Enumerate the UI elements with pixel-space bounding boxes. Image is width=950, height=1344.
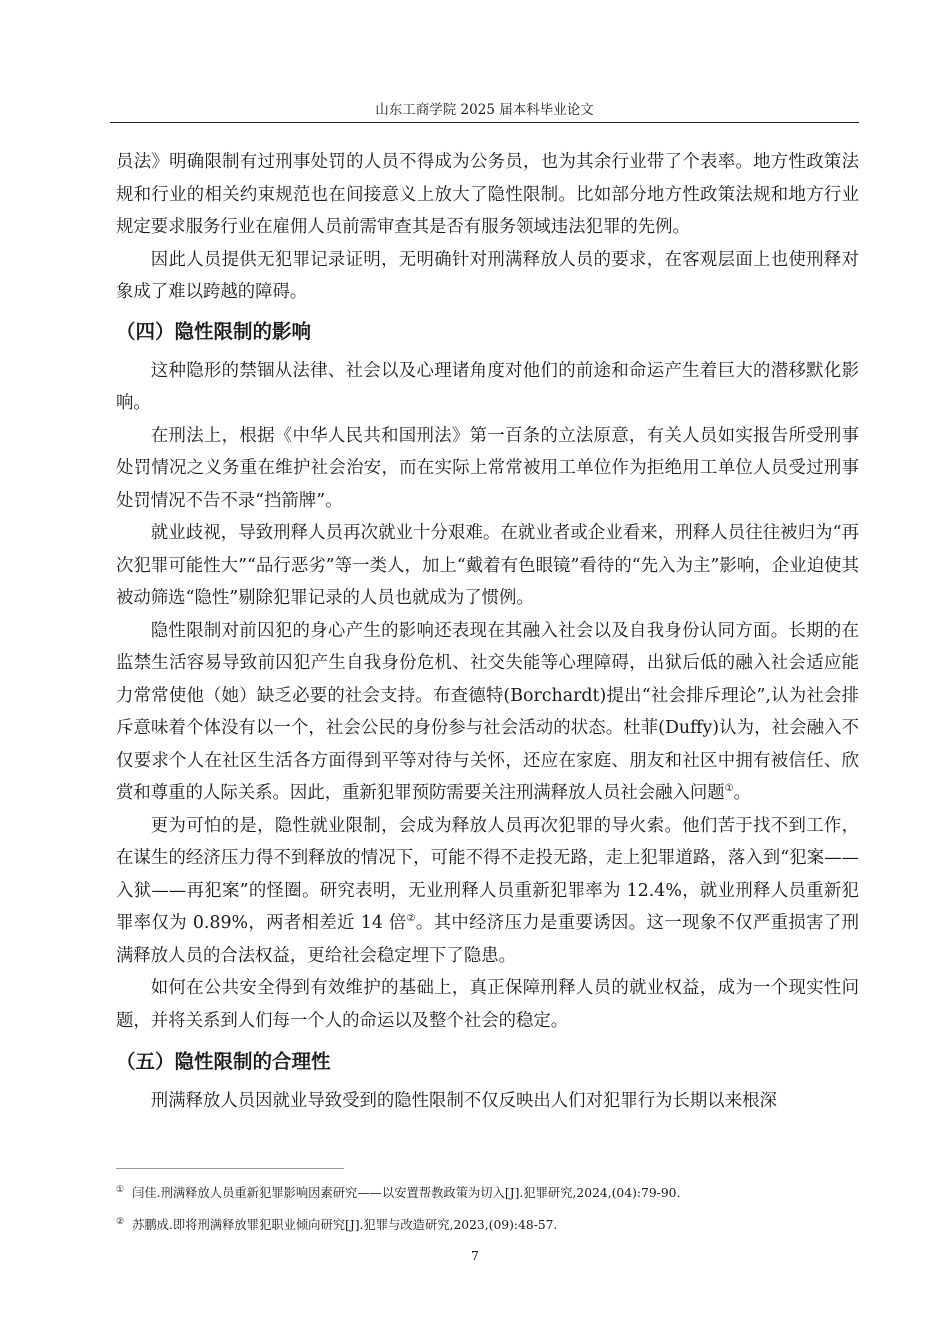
body-text [116,146,859,1118]
paragraph: 如何在公共安全得到有效维护的基础上，真正保障刑释人员的就业权益，成为一个现实性问题，并将关系到人们每一个人的命运以及整个社会的稳定。 [116,978,859,1031]
header-rule [110,122,859,123]
paragraph-text-end: 。其中经济压力是重要诱因。这一现象不仅严重损害了刑满释放人员的合法权益，更给社会稳定埋下了隐患。 [116,913,860,966]
footnote-rule [116,1168,344,1169]
footnote-mark: ① [116,1185,125,1195]
footnote [116,1180,859,1203]
paragraph-text: 隐性限制对前囚犯的身心产生的影响还表现在其融入社会以及自我身份认同方面。长期的在监禁生活容易导致前囚犯产生自我身份危机、社交失能等心理障碍，出狱后低的融入社会适应能力常常使他（她）缺乏必要的社会支持。布查德特(Borchardt)提出“社会排斥理论”,认为社会排斥意味着个体没有以一个，社会公民的身份参与社会活动的状态。杜菲(Duffy)认为，社会融入不仅要求个人在社区生活各方面得到平等对待与关怀，还应在家庭、朋友和社区中拥有被信任、欣赏和尊重的人际关系。因此，重新犯罪预防需要关注刑满释放人员社会融入问题 [116,620,859,803]
running-header: 山东工商学院 2025 届本科毕业论文 [375,102,594,118]
paragraph: 这种隐形的禁锢从法律、社会以及心理诸角度对他们的前途和命运产生着巨大的潜移默化影响。 [116,360,859,413]
paragraph: 就业歧视，导致刑释人员再次就业十分艰难。在就业者或企业看来，刑释人员往往被归为“再次犯罪可能性大”“品行恶劣”等一类人，加上“戴着有色眼镜”看待的“先入为主”影响，企业迫使其被动筛选“隐性”剔除犯罪记录的人员也就成为了惯例。 [116,523,859,608]
footnote-text: 闫佳.刑满释放人员重新犯罪影响因素研究——以安置帮教政策为切入[J].犯罪研究,2024,(04):79-90. [132,1186,681,1201]
footnote-ref-2[interactable]: ② [406,913,416,925]
paragraph: 因此人员提供无犯罪记录证明，无明确针对刑满释放人员的要求，在客观层面上也使刑释对象成了难以跨越的障碍。 [116,249,859,302]
paragraph: 刑满释放人员因就业导致受到的隐性限制不仅反映出人们对犯罪行为长期以来根深 [150,1091,777,1111]
section-heading-4: （四）隐性限制的影响 [116,319,312,343]
paragraph-with-footnote [116,615,859,810]
footnote-text: 苏鹏成.即将刑满释放罪犯职业倾向研究[J].犯罪与改造研究,2023,(09):48-57. [132,1218,558,1233]
paragraph: 在刑法上，根据《中华人民共和国刑法》第一百条的立法原意，有关人员如实报告所受刑事处罚情况之义务重在维护社会治安，而在实际上常常被用工单位作为拒绝用工单位人员受过刑事处罚情况不告不录“挡箭牌”。 [116,425,859,511]
paragraph-continued: 员法》明确限制有过刑事处罚的人员不得成为公务员，也为其余行业带了个表率。地方性政策法规和行业的相关约束规范也在间接意义上放大了隐性限制。比如部分地方性政策法规和地方行业规定要求服务行业在雇佣人员前需审查其是否有服务领域违法犯罪的先例。 [116,152,859,237]
paragraph-text-end: 。 [733,783,752,803]
paragraph-with-footnote [116,810,859,973]
footnote-mark: ② [116,1217,125,1228]
paragraph-text: 更为可怕的是，隐性就业限制，会成为释放人员再次犯罪的导火索。他们苦于找不到工作，在谋生的经济压力得不到释放的情况下，可能不得不走投无路，走上犯罪道路，落入到“犯案——入狱——再犯案”的怪圈。研究表明，无业刑释人员重新犯罪率为 12.4%，就业刑释人员重新犯罪率仅为 0.89%，两者相差近 14 倍 [116,815,859,933]
footnotes [116,1180,859,1244]
page-number: 7 [471,1248,479,1263]
section-heading-5: （五）隐性限制的合理性 [116,1050,331,1073]
footnote [116,1212,859,1235]
footnote-ref-1[interactable]: ① [724,783,734,795]
